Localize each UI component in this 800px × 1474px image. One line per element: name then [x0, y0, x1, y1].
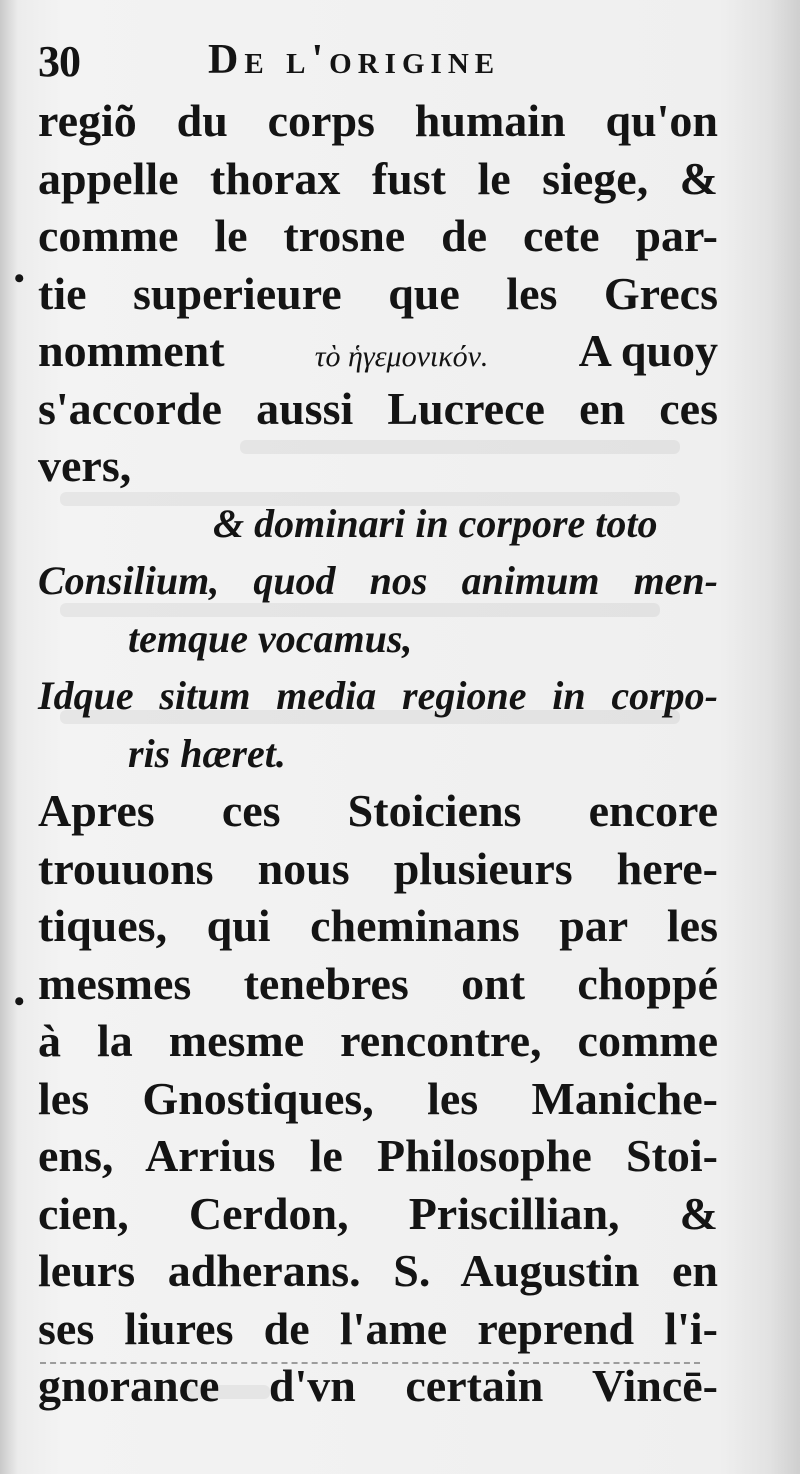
verse-line: temque vocamus,	[128, 615, 413, 661]
page-header	[38, 28, 738, 98]
text-line: ses liures de l'ame reprend l'i-	[38, 1302, 718, 1354]
running-title: De l'origine	[208, 37, 501, 83]
text-line: à la mesme rencontre, comme	[38, 1015, 718, 1066]
text-line: les Gnostiques, les Maniche-	[38, 1072, 718, 1124]
margin-dot: •	[14, 262, 25, 295]
text-line: mesmes tenebres ont choppé	[38, 957, 718, 1009]
text-line: vers,	[38, 440, 132, 491]
verse-line: Idque situm media regione in corpo-	[38, 673, 718, 718]
greek-phrase: τὸ ἡγεμονικόν.	[314, 340, 489, 373]
verse-line: & dominari in corpore toto	[213, 500, 658, 546]
page-number: 30	[38, 37, 80, 86]
text-line: ens, Arrius le Philosophe Stoi-	[38, 1130, 718, 1181]
text-line	[38, 322, 718, 380]
text-line: tie superieure que les Grecs	[38, 267, 718, 319]
text-fragment: A quoy	[578, 325, 718, 376]
page-body	[38, 92, 718, 1415]
text-line: cien, Cerdon, Priscillian, &	[38, 1187, 718, 1239]
text-line: comme le trosne de cete par-	[38, 210, 718, 261]
verse-line: Consilium, quod nos animum men-	[38, 558, 718, 603]
verse-line: ris hæret.	[128, 730, 286, 776]
text-line: s'accorde aussi Lucrece en ces	[38, 382, 718, 434]
text-line: Apres ces Stoiciens encore	[38, 785, 718, 836]
text-fragment: nomment	[38, 325, 225, 376]
text-line: tiques, qui cheminans par les	[38, 900, 718, 951]
bottom-rule	[40, 1362, 700, 1364]
text-line: leurs adherans. S. Augustin en	[38, 1245, 718, 1296]
margin-dot: •	[14, 985, 25, 1018]
text-line: regiõ du corps humain qu'on	[38, 95, 718, 146]
text-line: appelle thorax fust le siege, &	[38, 152, 718, 204]
text-line: gnorance d'vn certain Vincē-	[38, 1360, 718, 1411]
text-line: trouuons nous plusieurs here-	[38, 842, 718, 894]
